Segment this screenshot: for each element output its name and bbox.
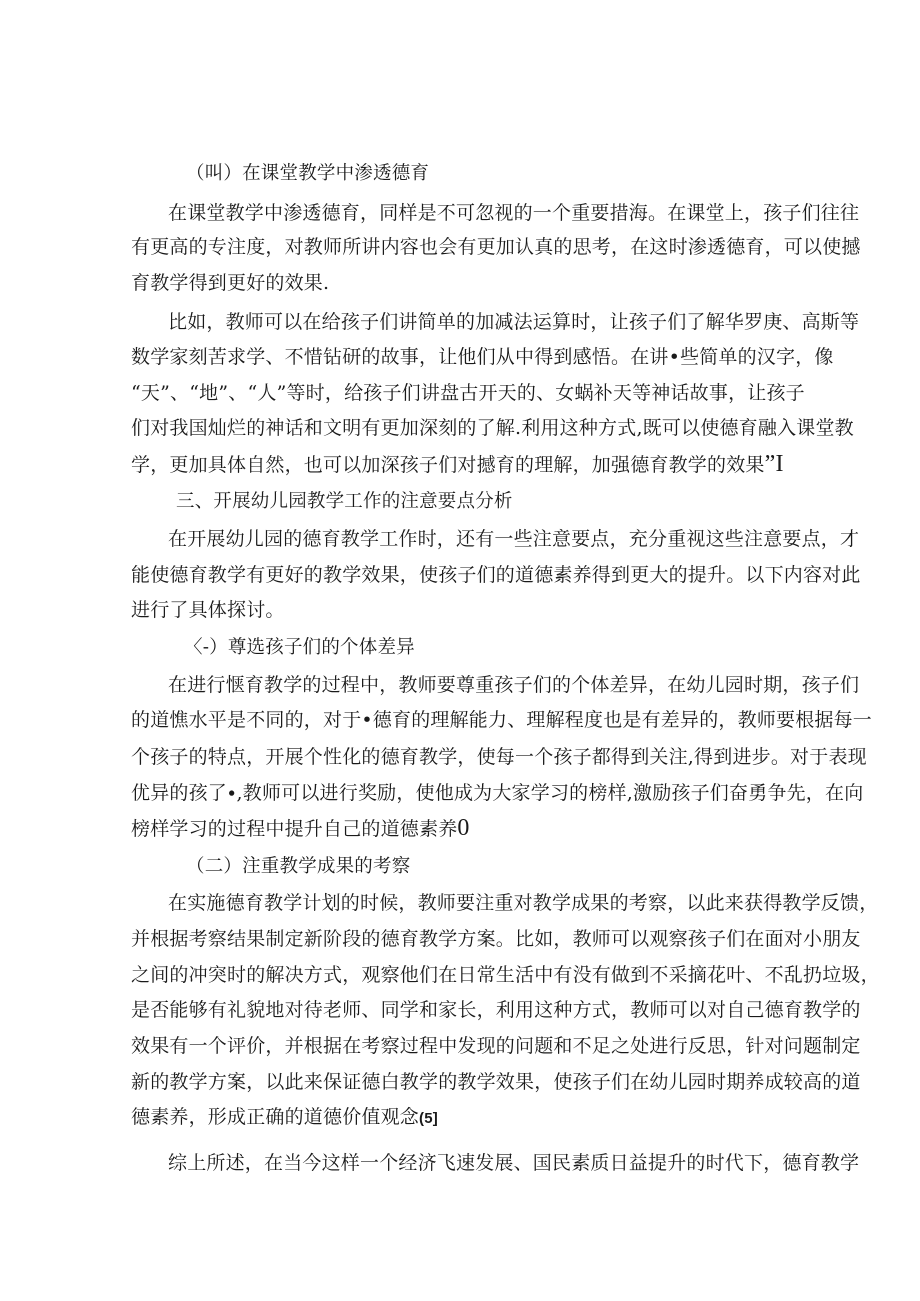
paragraph-line: 比如，教师可以在给孩子们讲简单的加减法运算时，让孩子们了解华罗庚、高斯等 (168, 311, 860, 333)
paragraph-line: “天”、“地”、“人”等时，给孩子们讲盘古开天的、女蜗补天等神话故事，让孩子 (131, 382, 805, 404)
paragraph-line: 在开展幼儿园的德育教学工作时，还有一些注意要点，充分重视这些注意要点，才 (168, 528, 860, 550)
section-heading: （叫）在课堂教学中渗透德育 (186, 163, 430, 184)
paragraph-line: 能使德育教学有更好的教学效果，使孩子们的道德素养得到更大的提升。以下内容对此 (131, 564, 861, 586)
paragraph-line: 的道憔水平是不同的，对于•德育的理解能力、理解程度也是有差异的，教师要根据每一 (131, 709, 873, 731)
section-heading: 三、开展幼儿园教学工作的注意要点分析 (176, 491, 513, 512)
paragraph-line: 个孩子的特点，开展个性化的德育教学，使每一个孩子都得到关注,得到进步。对于表现 (131, 746, 867, 768)
paragraph-line (131, 452, 784, 477)
paragraph-line: 进行了具体探讨。 (131, 599, 285, 621)
citation-mark: ”I (764, 451, 784, 477)
paragraph-line: 在实施德育教学计划的时候，教师要注重对教学成果的考察，以此来获得教学反馈， (168, 892, 879, 914)
paragraph-text: 德素养，形成正确的道德价值观念 (131, 1106, 420, 1128)
paragraph-line: 在课堂教学中渗透德育，同样是不可忽视的一个重要措海。在课堂上，孩子们往往 (168, 202, 860, 224)
paragraph-line: 综上所述，在当今这样一个经济飞速发展、国民素质日益提升的时代下，德育教学 (168, 1152, 860, 1174)
paragraph-line: 有更高的专注度，对教师所讲内容也会有更加认真的思考，在这时渗透德育，可以使撼 (131, 236, 861, 258)
citation-mark: 0 (457, 815, 470, 841)
paragraph-line: 是否能够有礼貌地对待老师、同学和家长，利用这种方式，教师可以对自己德育教学的 (131, 999, 861, 1021)
paragraph-line: 效果有一个评价，并根据在考察过程中发现的问题和不足之处进行反思，针对问题制定 (131, 1035, 861, 1057)
paragraph-text: 榜样学习的过程中提升自己的道德素养 (131, 818, 458, 840)
paragraph-line (131, 1105, 438, 1131)
paragraph-line: 们对我国灿烂的神话和文明有更加深刻的了解.利用这种方式,既可以使德育融入课堂教 (131, 417, 854, 439)
paragraph-line: 数学家刻苦求学、不惜钻研的故事，让他们从中得到感悟。在讲•些简单的汉字，像 (131, 346, 834, 368)
paragraph-line: 在进行惬育教学的过程中，教师要尊重孩子们的个体差异，在幼儿园时期，孩子们 (168, 674, 860, 696)
subsection-heading: （二）注重教学成果的考察 (186, 856, 411, 877)
paragraph-text: 学，更加具体自然，也可以加深孩子们对撼育的理解，加强德育教学的效果 (131, 454, 765, 476)
reference-mark: (5] (419, 1110, 438, 1127)
paragraph-line: 之间的冲突时的解决方式，观察他们在日常生活中有没有做到不采摘花叶、不乱扔垃圾， (131, 964, 880, 986)
paragraph-line: 新的教学方案，以此来保证德白教学的教学效果，使孩子们在幼儿园时期养成较高的道 (131, 1071, 861, 1093)
paragraph-line: 并根据考察结果制定新阶段的德育教学方案。比如，教师可以观察孩子们在面对小朋友 (131, 928, 861, 950)
paragraph-line: 优异的孩了∙,教师可以进行奖励，使他成为大家学习的榜样,激励孩子们奋勇争先，在向 (131, 782, 864, 804)
paragraph-line: 育教学得到更好的效果. (131, 272, 330, 294)
paragraph-line (131, 816, 470, 841)
subsection-heading: 〈-）尊选孩子们的个体差异 (184, 637, 415, 658)
